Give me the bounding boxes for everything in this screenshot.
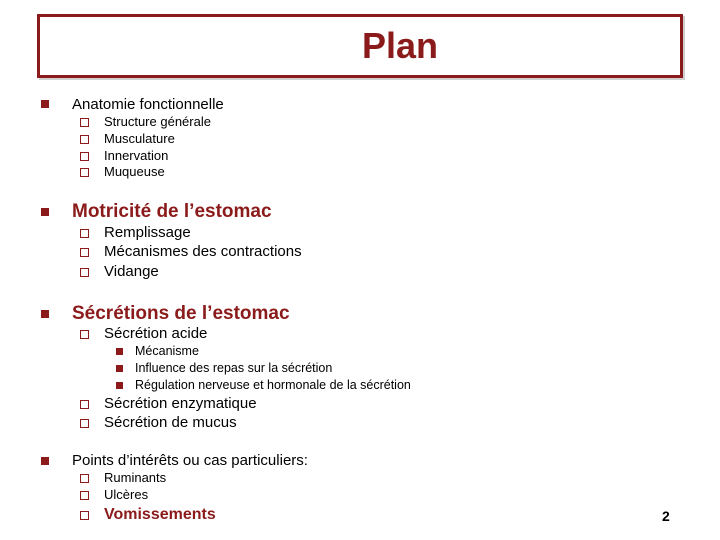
section-4-item: Ulcères <box>104 487 149 502</box>
section-3-item: Sécrétion enzymatique <box>104 395 257 412</box>
section-3-item: Sécrétion acide <box>104 325 208 342</box>
section-bullet <box>41 310 49 318</box>
item-bullet <box>80 330 89 339</box>
section-4-item: Ruminants <box>104 470 167 485</box>
section-3-item: Sécrétion de mucus <box>104 414 237 431</box>
item-bullet <box>80 419 89 428</box>
item-bullet <box>80 474 89 483</box>
section-4-item-highlight: Vomissements <box>104 506 216 523</box>
section-1-item: Structure générale <box>104 114 211 129</box>
section-1-item: Innervation <box>104 148 169 163</box>
section-bullet <box>41 208 49 216</box>
section-2-item: Mécanismes des contractions <box>104 243 302 260</box>
section-1-item: Musculature <box>104 131 175 146</box>
section-3-subitem: Influence des repas sur la sécrétion <box>135 361 333 375</box>
section-bullet <box>41 457 49 465</box>
section-2-item: Vidange <box>104 263 159 280</box>
section-3-subitem: Mécanisme <box>135 344 199 358</box>
slide-title: Plan <box>361 25 439 66</box>
page-number: 2 <box>662 508 670 524</box>
section-3-label: Sécrétions de l’estomac <box>72 303 290 324</box>
section-bullet <box>41 100 49 108</box>
subitem-bullet <box>116 348 123 355</box>
item-bullet <box>80 135 89 144</box>
section-2-label: Motricité de l’estomac <box>72 201 272 222</box>
item-bullet <box>80 118 89 127</box>
section-3-subitem: Régulation nerveuse et hormonale de la sécrétion <box>135 378 411 392</box>
item-bullet <box>80 152 89 161</box>
subitem-bullet <box>116 382 123 389</box>
section-1-item: Muqueuse <box>104 164 165 179</box>
item-bullet <box>80 248 89 257</box>
item-bullet <box>80 491 89 500</box>
section-2-item: Remplissage <box>104 224 191 241</box>
item-bullet <box>80 511 89 520</box>
item-bullet <box>80 168 89 177</box>
subitem-bullet <box>116 365 123 372</box>
item-bullet <box>80 400 89 409</box>
section-4-label: Points d’intérêts ou cas particuliers: <box>72 452 308 469</box>
item-bullet <box>80 268 89 277</box>
item-bullet <box>80 229 89 238</box>
section-1-label: Anatomie fonctionnelle <box>72 96 224 113</box>
